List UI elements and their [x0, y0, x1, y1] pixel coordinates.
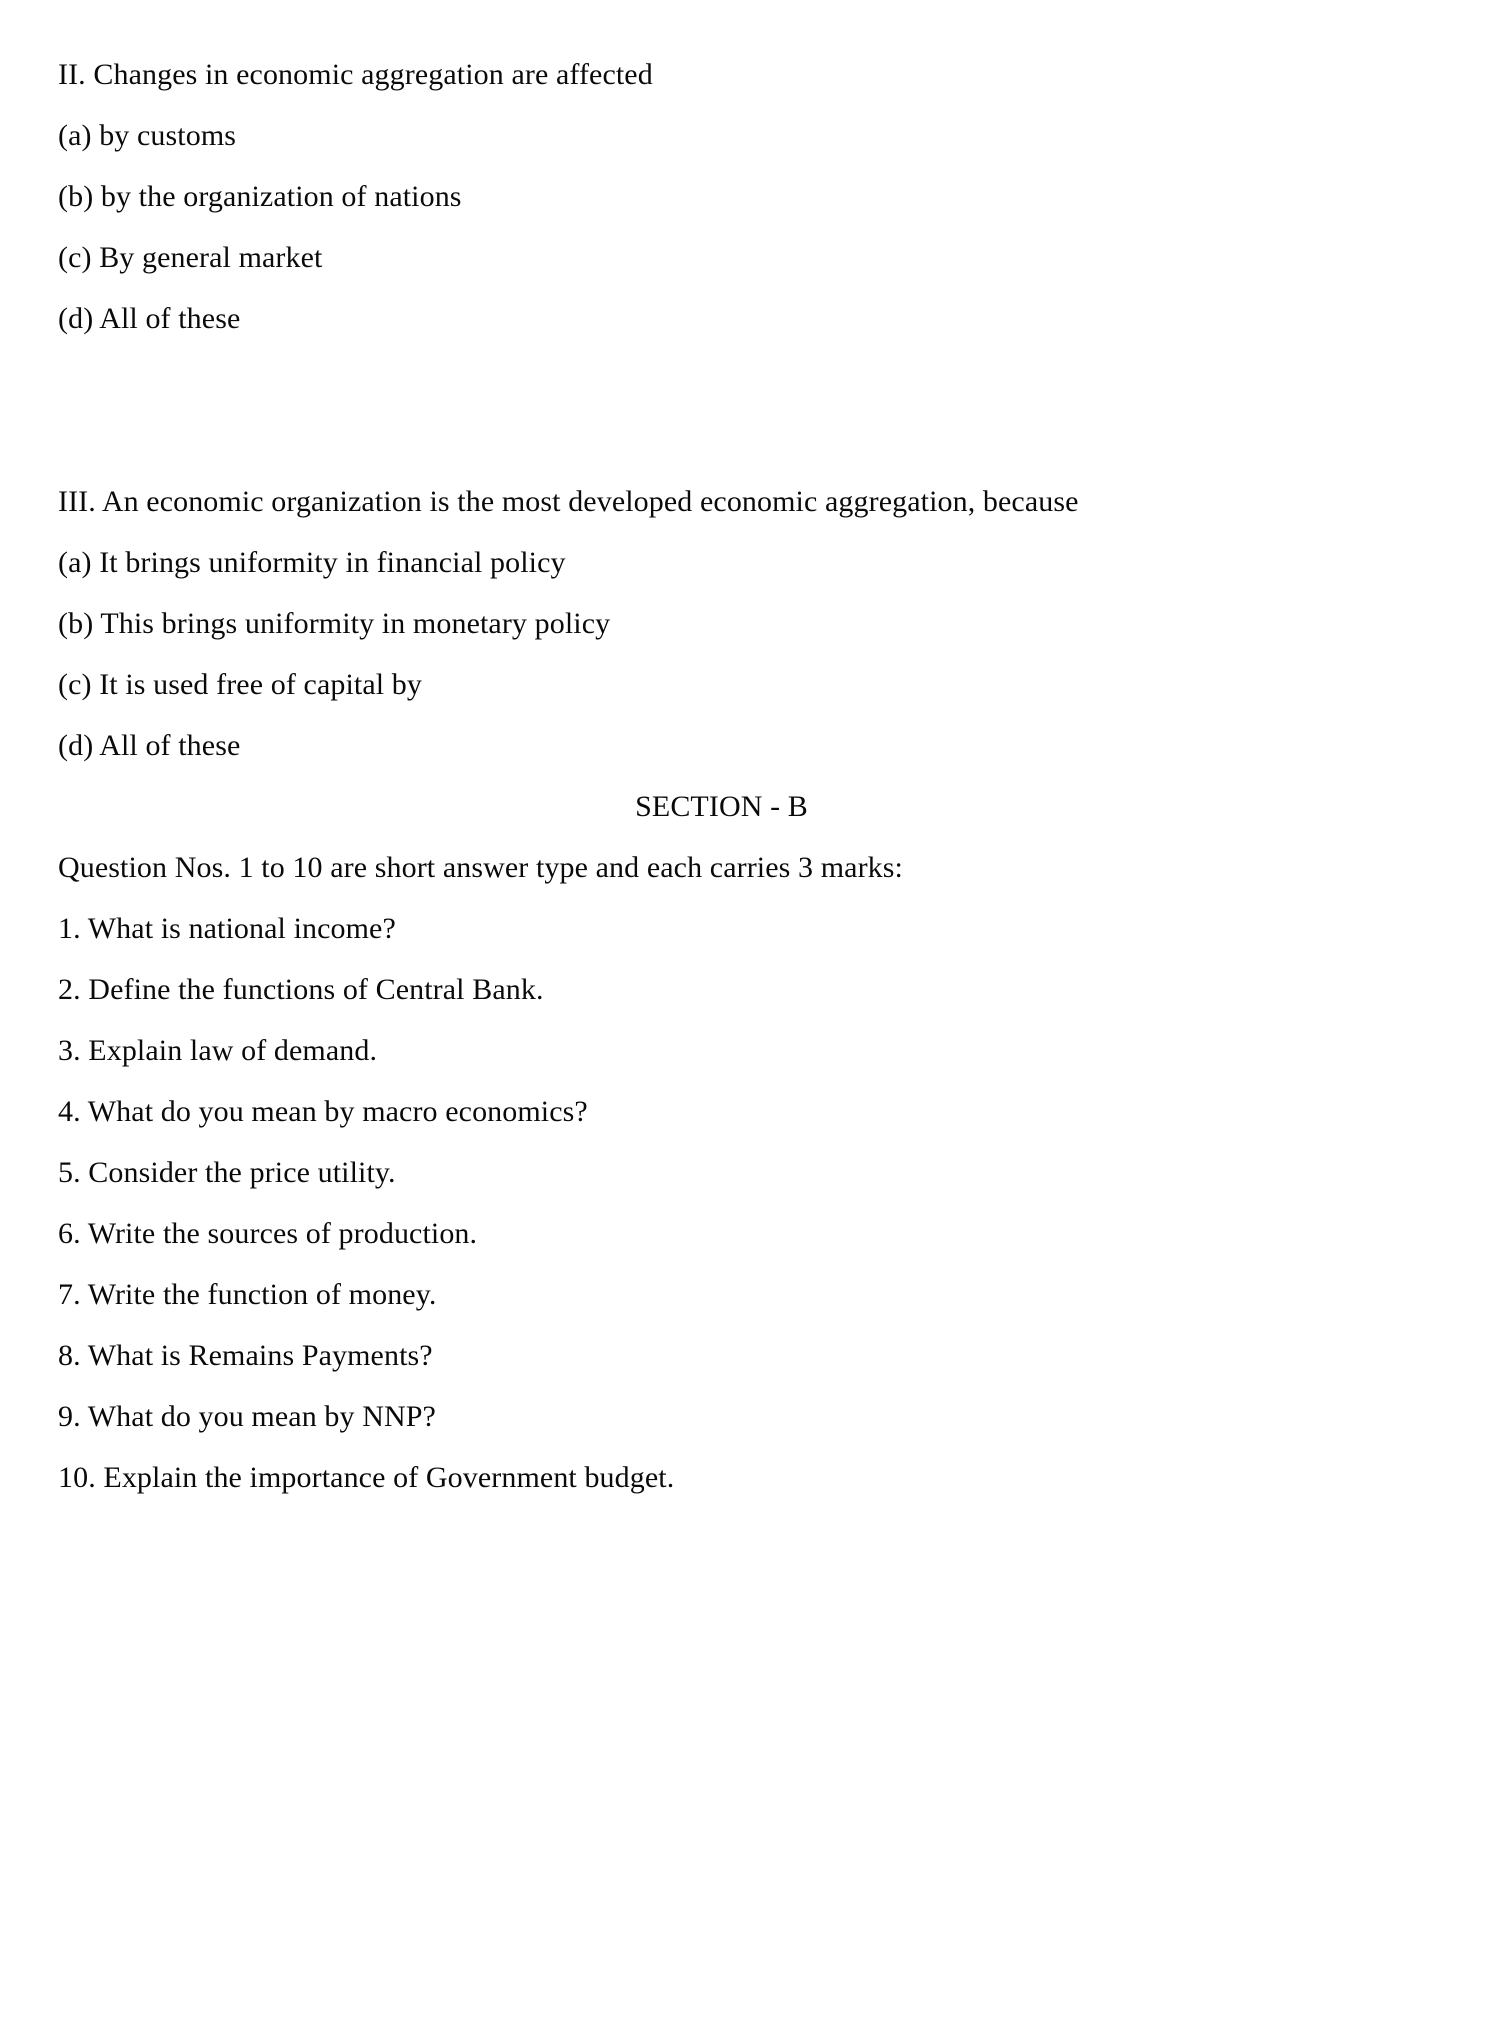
section-b-question-5: 5. Consider the price utility. [58, 1155, 396, 1189]
section-b-question-4: 4. What do you mean by macro economics? [58, 1094, 588, 1128]
question-iii-option-b: (b) This brings uniformity in monetary policy [58, 606, 611, 640]
section-b-question-8: 8. What is Remains Payments? [58, 1338, 433, 1372]
section-b-question-3: 3. Explain law of demand. [58, 1033, 378, 1067]
question-ii-stem: II. Changes in economic aggregation are affected [58, 57, 653, 91]
question-iii-option-d: (d) All of these [58, 728, 241, 762]
section-b-question-9: 9. What do you mean by NNP? [58, 1399, 436, 1433]
section-b-question-6: 6. Write the sources of production. [58, 1216, 478, 1250]
question-iii-option-c: (c) It is used free of capital by [58, 667, 422, 701]
question-iii-stem: III. An economic organization is the most developed economic aggregation, because [58, 484, 1079, 518]
question-ii-option-c: (c) By general market [58, 240, 323, 274]
section-b-question-2: 2. Define the functions of Central Bank. [58, 972, 544, 1006]
section-spacer [58, 349, 1465, 471]
section-b-heading: SECTION - B [635, 789, 808, 823]
question-ii-option-d: (d) All of these [58, 301, 241, 335]
page-content [58, 44, 1465, 1508]
question-iii-option-a: (a) It brings uniformity in financial policy [58, 545, 566, 579]
section-b-instruction: Question Nos. 1 to 10 are short answer type and each carries 3 marks: [58, 850, 903, 884]
question-ii-option-b: (b) by the organization of nations [58, 179, 462, 213]
section-b-question-10: 10. Explain the importance of Government budget. [58, 1460, 675, 1494]
section-b-question-1: 1. What is national income? [58, 911, 396, 945]
question-ii-option-a: (a) by customs [58, 118, 237, 152]
section-b-question-7: 7. Write the function of money. [58, 1277, 437, 1311]
